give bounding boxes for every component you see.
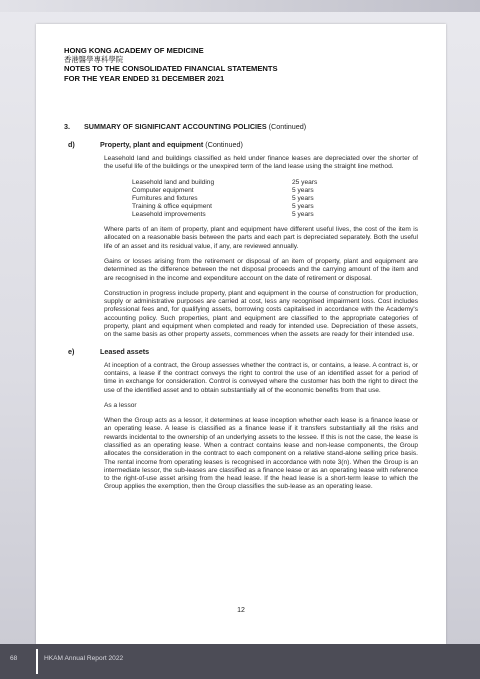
- footer-page-number: 68: [10, 655, 18, 662]
- subsection-d-letter: d): [68, 140, 75, 149]
- useful-life: 25 years: [292, 178, 318, 186]
- paragraph: Leasehold land and buildings classified as held under finance leases are depreciated over the shorter of the useful life of the buildings or the unexpired term of the land lease using the straight line method.: [104, 155, 418, 171]
- table-row: [132, 203, 317, 211]
- section-suffix: (Continued): [266, 122, 307, 131]
- subsection-d-suffix: (Continued): [203, 140, 243, 149]
- useful-life: 5 years: [292, 210, 314, 218]
- table-row: [132, 179, 317, 187]
- paragraph: Construction in progress include property, plant and equipment in the course of construction for production, supply or administrative purposes are carried at cost, less any recognised impairment loss. Cost includes professional fees and, for qualifying assets, borrowing costs capitalised in accordance with the Academy's accounting policy. Such properties, plant and equipment are classified to the appropriate categories of property, plant and equipment when completed and ready for intended use. Depreciation of these assets, on the same basis as other property assets, commences when the assets are ready for their intended use.: [104, 289, 418, 339]
- section-number: 3.: [64, 122, 70, 131]
- footer-divider: [36, 649, 38, 674]
- useful-life: 5 years: [292, 194, 314, 202]
- asset-class: Leasehold improvements: [132, 210, 206, 218]
- paragraph: Where parts of an item of property, plant and equipment have different useful lives, the cost of the item is allocated on a reasonable basis between the parts and each part is depreciated separately. Both the useful life of an asset and its residual value, if any, are reviewed annually.: [104, 226, 418, 250]
- paragraph: Gains or losses arising from the retirement or disposal of an item of property, plant and equipment are determined as the difference between the net disposal proceeds and the carrying amount of the item and are recognised in the income and expenditure account on the date of retirement or disposal.: [104, 257, 418, 282]
- inner-page-number: 12: [237, 607, 245, 614]
- useful-life-table: [132, 179, 317, 219]
- subsection-d-body: [104, 155, 418, 340]
- top-stripe: [0, 0, 480, 12]
- useful-life: 5 years: [292, 202, 314, 210]
- as-lessor-label: As a lessor: [104, 401, 137, 409]
- table-row: [132, 195, 317, 203]
- table-row: [132, 187, 317, 195]
- asset-class: Furnitures and fixtures: [132, 194, 198, 202]
- document-header: [64, 46, 418, 83]
- statement-title: NOTES TO THE CONSOLIDATED FINANCIAL STATEMENTS: [64, 64, 278, 74]
- section-title: SUMMARY OF SIGNIFICANT ACCOUNTING POLICIES: [84, 122, 267, 131]
- subsection-d-heading: [64, 140, 418, 149]
- subsection-e-body: [104, 362, 418, 492]
- org-name: HONG KONG ACADEMY OF MEDICINE: [64, 46, 204, 55]
- asset-class: Leasehold land and building: [132, 178, 215, 186]
- useful-life: 5 years: [292, 186, 314, 194]
- accounting-policies-section: [64, 122, 418, 499]
- footer-report-title: HKAM Annual Report 2022: [44, 655, 124, 662]
- footer-bar: [0, 644, 480, 679]
- statement-period: FOR THE YEAR ENDED 31 DECEMBER 2021: [64, 73, 225, 83]
- paragraph: At inception of a contract, the Group assesses whether the contract is, or contains, a lease. A contract is, or contains, a lease if the contract conveys the right to control the use of an identified asset for a period of time in exchange for consideration. Control is conveyed where the customer has both the right to direct the use of the identified asset and to obtain substantially all of the economic benefits from that use.: [104, 361, 418, 394]
- document-page: [36, 24, 446, 644]
- section-heading: [64, 122, 418, 131]
- table-row: [132, 211, 317, 219]
- subsection-d-title: Property, plant and equipment: [100, 140, 204, 149]
- paragraph: When the Group acts as a lessor, it determines at lease inception whether each lease is a finance lease or an operating lease. A lease is classified as a finance lease if it transfers substantially all the risks and rewards incidental to the ownership of an underlying assets to the lessee. If this is not the case, the lease is classified as an operating lease. When a contract contains lease and non-lease components, the Group allocates the consideration in the contract to each component on a relative stand-alone selling price basis. The rental income from operating leases is recognised in accordance with note 3(n). When the Group is an intermediate lessor, the sub-leases are classified as a finance lease or as an operating lease with reference to the right-of-use asset arising from the head lease. If the head lease is a short-term lease to which the Group applies the exemption, then the Group classifies the sub-lease as an operating lease.: [104, 417, 418, 491]
- subsection-e-letter: e): [68, 346, 75, 356]
- asset-class: Training & office equipment: [132, 202, 212, 210]
- org-name-chinese: 香港醫學專科學院: [64, 55, 124, 65]
- asset-class: Computer equipment: [132, 186, 194, 194]
- subsection-e-heading: [64, 347, 418, 356]
- subsection-e-title: Leased assets: [100, 346, 150, 356]
